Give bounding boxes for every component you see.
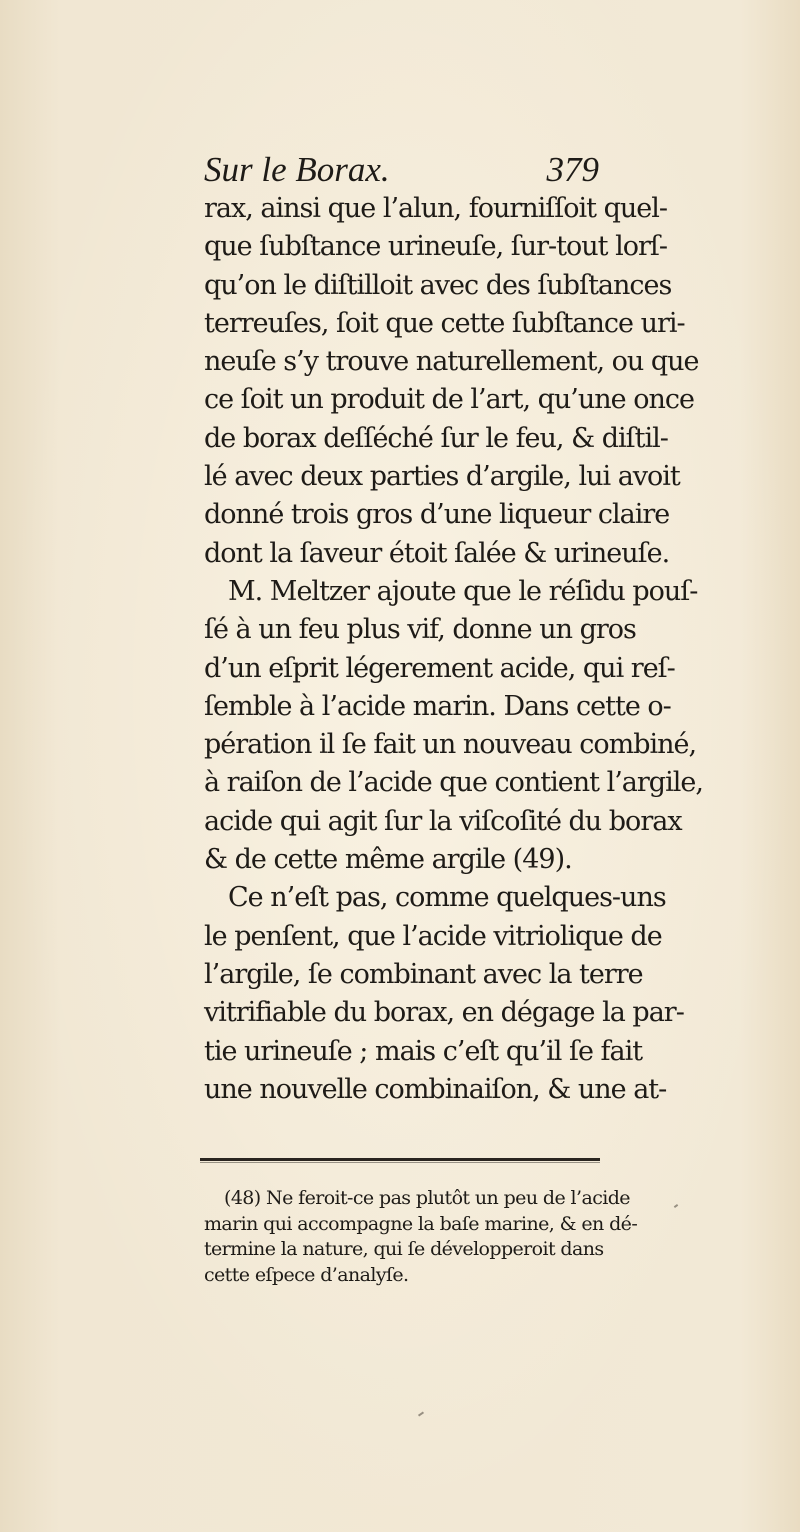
text-line: pération il ſe fait un nouveau combiné, [204, 729, 697, 761]
text-line: dont la ſaveur étoit ſalée & urineuſe. [204, 537, 670, 569]
text-line: que ſubſtance urineuſe, ſur-tout lorſ- [204, 231, 667, 263]
text-line: neuſe s’y trouve naturellement, ou que [204, 346, 699, 378]
text-line: ce ſoit un produit de l’art, qu’une once [204, 384, 694, 416]
text-line: acide qui agit ſur la viſcoſité du borax [204, 805, 682, 837]
text-line: Ce n’eſt pas, comme quelques-uns [228, 882, 666, 914]
paper-speck [674, 1204, 678, 1208]
text-line: terreuſes, ſoit que cette ſubſtance uri- [204, 307, 685, 339]
footnote-line: termine la nature, qui ſe développeroit dans [204, 1238, 604, 1260]
text-line: l’argile, ſe combinant avec la terre [204, 958, 643, 990]
page-header [204, 150, 599, 190]
text-line: qu’on le diſtilloit avec des ſubſtances [204, 269, 672, 301]
text-line: une nouvelle combinaiſon, & une at- [204, 1073, 667, 1105]
footnote-line: (48) Ne feroit-ce pas plutôt un peu de l’acide [224, 1187, 630, 1209]
footnote-rule [200, 1158, 600, 1161]
footnote-rule-shadow [200, 1162, 600, 1163]
footnote-line: cette eſpece d’analyſe. [204, 1263, 409, 1286]
text-line: tie urineuſe ; mais c’eſt qu’il ſe fait [204, 1035, 643, 1067]
text-line: à raiſon de l’acide que contient l’argile, [204, 767, 703, 799]
text-line: donné trois gros d’une liqueur claire [204, 499, 670, 531]
body-text [204, 190, 703, 1109]
page-number: 379 [546, 150, 599, 189]
running-title: Sur le Borax. [204, 150, 390, 189]
text-line: M. Meltzer ajoute que le réſidu pouſ- [228, 575, 698, 607]
text-line: rax, ainsi que l’alun, fourniſſoit quel- [204, 193, 668, 224]
text-line: d’un eſprit légerement acide, qui reſ- [204, 652, 675, 684]
footnote [204, 1186, 638, 1288]
text-line: ſé à un feu plus vif, donne un gros [204, 614, 636, 646]
text-line: ſemble à l’acide marin. Dans cette o- [204, 690, 671, 722]
text-line: vitrifiable du borax, en dégage la par- [204, 997, 684, 1029]
paper-speck [418, 1411, 424, 1416]
text-line: de borax deſſéché ſur le feu, & diſtil- [204, 422, 668, 454]
text-line: le penſent, que l’acide vitriolique de [204, 920, 662, 952]
footnote-line: marin qui accompagne la baſe marine, & en dé- [204, 1212, 638, 1235]
text-line: & de cette même argile (49). [204, 844, 572, 876]
text-line: lé avec deux parties d’argile, lui avoit [204, 461, 680, 493]
